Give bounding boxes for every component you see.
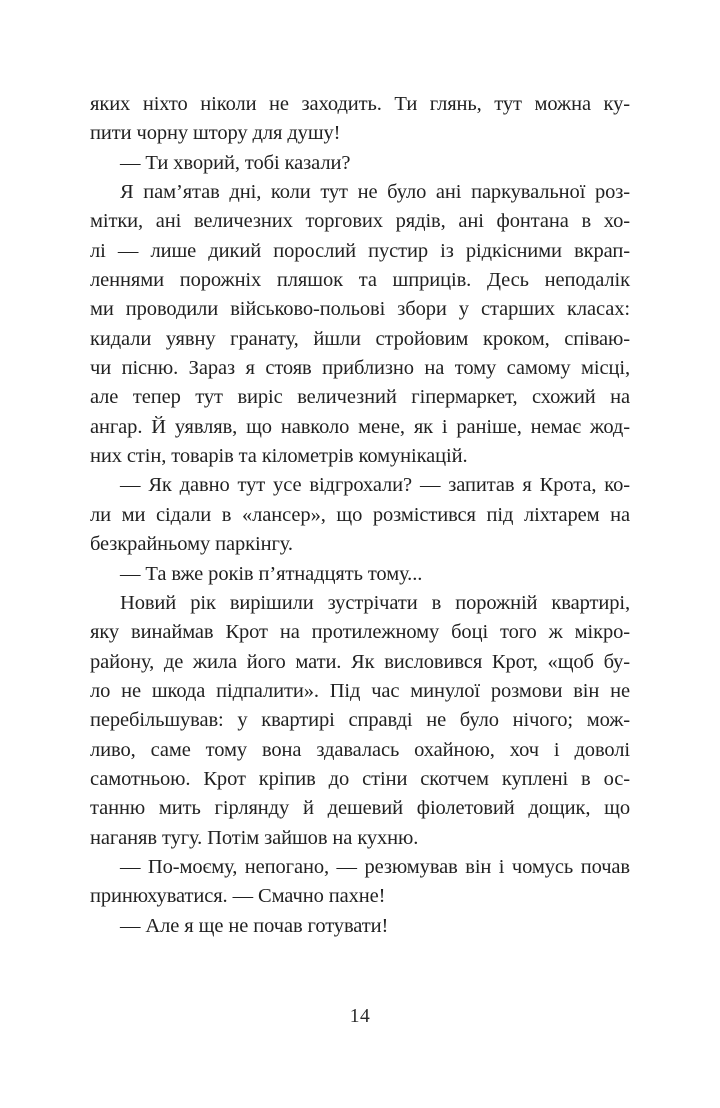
text-line: танню мить гірлянду й дешевий фіолетовий дощик, що (90, 797, 630, 820)
text-line: мітки, ані величезних торгових рядів, ані фонтана в хо- (90, 210, 630, 233)
text-line: — Та вже років п’ятнадцять тому... (120, 562, 423, 585)
text-line: ло не шкода підпалити». Під час минулої розмови він не (90, 679, 630, 702)
text-line: ми проводили військово-польові збори у старших класах: (90, 298, 630, 321)
page-text (90, 90, 630, 941)
text-line: Новий рік вирішили зустрічати в порожній квартирі, (120, 591, 630, 614)
text-line: самотньою. Крот кріпив до стіни скотчем куплені в ос- (90, 767, 630, 790)
text-line: яких ніхто ніколи не заходить. Ти глянь, тут можна ку- (90, 93, 630, 115)
text-line: — Як давно тут усе відгрохали? — запитав я Крота, ко- (120, 474, 630, 497)
text-line: ли ми сідали в «лансер», що розмістився під ліхтарем на (90, 503, 630, 526)
page-number: 14 (349, 1006, 371, 1027)
text-line: кидали уявну гранату, йшли стройовим кроком, співаю- (90, 327, 630, 350)
text-line: лі — лише дикий порослий пустир із рідкісними вкрап- (90, 239, 630, 262)
text-line: — Але я ще не почав готувати! (120, 914, 389, 937)
text-line: яку винаймав Крот на протилежному боці того ж мікро- (90, 621, 630, 644)
text-line: них стін, товарів та кілометрів комунікацій. (90, 445, 468, 468)
text-line: безкрайньому паркінгу. (90, 533, 293, 556)
text-line: пити чорну штору для душу! (90, 122, 341, 145)
text-line: але тепер тут виріс величезний гіпермаркет, схожий на (90, 386, 630, 409)
text-line: — По-моєму, непогано, — резюмував він і чомусь почав (120, 855, 630, 878)
text-line: принюхуватися. — Смачно пахне! (90, 885, 386, 908)
text-line: леннями порожніх пляшок та шприців. Десь неподалік (90, 269, 630, 292)
text-line: ангар. Й уявляв, що навколо мене, як і раніше, немає жод- (90, 415, 630, 438)
text-line: — Ти хворий, тобі казали? (120, 151, 351, 174)
text-line: наганяв тугу. Потім зайшов на кухню. (90, 826, 419, 849)
text-line: Я пам’ятав дні, коли тут не було ані паркувальної роз- (120, 181, 630, 204)
text-line: району, де жила його мати. Як висловився Крот, «щоб бу- (90, 650, 630, 673)
text-line: ливо, саме тому вона здавалась охайною, хоч і доволі (90, 738, 630, 761)
text-line: перебільшував: у квартирі справді не було нічого; мож- (90, 709, 630, 732)
text-line: чи пісню. Зараз я стояв приблизно на тому самому місці, (90, 357, 630, 380)
